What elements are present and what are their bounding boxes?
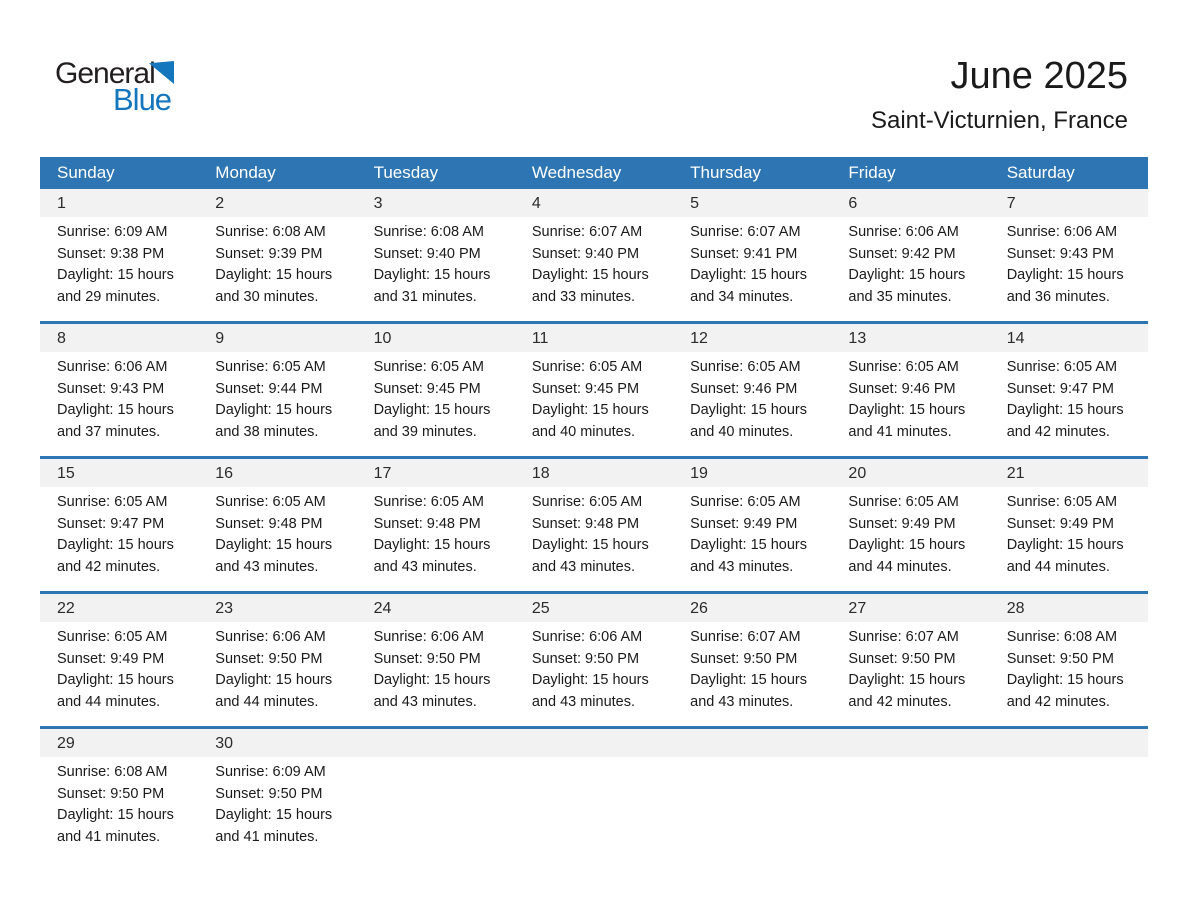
day-number: 14 [990, 324, 1148, 352]
day-detail-line: and 44 minutes. [848, 558, 952, 575]
day-number: 2 [198, 189, 356, 217]
day-detail-line: Sunset: 9:50 PM [531, 650, 640, 667]
day-details [40, 352, 198, 456]
day-number: 16 [198, 459, 356, 487]
day-number: 8 [40, 324, 198, 352]
day-detail-line: Sunrise: 6:06 AM [215, 629, 326, 645]
day-detail-line: Sunrise: 6:05 AM [373, 494, 484, 510]
day-detail-line: and 43 minutes. [531, 693, 636, 710]
day-detail-line: Sunrise: 6:06 AM [57, 359, 168, 375]
day-details [990, 757, 1148, 861]
day-details [357, 217, 515, 321]
day-detail-line: and 34 minutes. [690, 288, 794, 305]
day-details [357, 757, 515, 861]
day-cell-25 [515, 594, 673, 726]
day-detail-line: and 36 minutes. [1006, 288, 1110, 305]
day-detail-line: Sunset: 9:47 PM [1006, 380, 1114, 397]
day-detail-line: Sunset: 9:45 PM [373, 380, 481, 397]
day-detail-line: and 41 minutes. [848, 423, 952, 440]
day-detail-line: and 33 minutes. [531, 288, 636, 305]
day-cell-11 [515, 324, 673, 456]
day-detail-line: and 29 minutes. [57, 288, 161, 305]
day-details [673, 217, 831, 321]
day-cell-29 [40, 729, 198, 861]
day-number [990, 729, 1148, 757]
day-cell-12 [673, 324, 831, 456]
day-details [831, 622, 989, 726]
day-detail-line: Sunset: 9:50 PM [1006, 650, 1114, 667]
day-details [673, 352, 831, 456]
day-detail-line: and 43 minutes. [690, 558, 794, 575]
day-details [831, 757, 989, 861]
day-detail-line: and 43 minutes. [690, 693, 794, 710]
day-details [198, 487, 356, 591]
weekday-header-monday: Monday [215, 163, 276, 182]
day-details [198, 622, 356, 726]
day-details [40, 622, 198, 726]
day-number: 13 [831, 324, 989, 352]
day-detail-line: Sunrise: 6:05 AM [531, 359, 643, 375]
day-detail-line: Sunset: 9:43 PM [57, 380, 165, 397]
day-number: 18 [515, 459, 673, 487]
day-detail-line: Daylight: 15 hours [215, 402, 333, 418]
weekday-header-sunday: Sunday [57, 163, 115, 182]
day-cell-19 [673, 459, 831, 591]
day-cell-26 [673, 594, 831, 726]
day-detail-line: Sunset: 9:42 PM [848, 245, 956, 262]
day-details [198, 217, 356, 321]
day-number: 24 [357, 594, 515, 622]
day-detail-line: and 44 minutes. [1006, 558, 1110, 575]
day-cell-1 [40, 189, 198, 321]
day-cell-13 [831, 324, 989, 456]
day-detail-line: and 42 minutes. [1006, 693, 1110, 710]
day-number [831, 729, 989, 757]
day-detail-line: Daylight: 15 hours [690, 537, 808, 553]
day-number: 22 [40, 594, 198, 622]
day-detail-line: Sunrise: 6:08 AM [1006, 629, 1118, 645]
day-detail-line: Sunset: 9:49 PM [1006, 515, 1114, 532]
day-detail-line: Sunset: 9:46 PM [690, 380, 798, 397]
day-detail-line: Sunrise: 6:05 AM [1006, 494, 1118, 510]
day-detail-line: Sunset: 9:39 PM [215, 245, 323, 262]
day-cell-4 [515, 189, 673, 321]
day-detail-line: and 43 minutes. [215, 558, 319, 575]
location-subtitle: Saint-Victurnien, France [870, 106, 1128, 134]
day-detail-line: and 40 minutes. [531, 423, 636, 440]
day-detail-line: Daylight: 15 hours [531, 402, 649, 418]
day-detail-line: Sunset: 9:50 PM [215, 650, 323, 667]
day-detail-line: and 42 minutes. [1006, 423, 1110, 440]
day-cell-27 [831, 594, 989, 726]
day-detail-line: Sunset: 9:50 PM [373, 650, 481, 667]
weekday-header-saturday: Saturday [1006, 163, 1075, 182]
day-number: 23 [198, 594, 356, 622]
empty-day-cell [515, 729, 673, 861]
day-detail-line: Daylight: 15 hours [1006, 267, 1124, 283]
day-detail-line: Sunset: 9:43 PM [1006, 245, 1114, 262]
day-detail-line: Sunset: 9:38 PM [57, 245, 165, 262]
day-number: 15 [40, 459, 198, 487]
day-detail-line: and 42 minutes. [57, 558, 161, 575]
day-detail-line: Sunrise: 6:05 AM [690, 494, 801, 510]
day-detail-line: Daylight: 15 hours [373, 672, 491, 688]
day-number: 4 [515, 189, 673, 217]
day-cell-15 [40, 459, 198, 591]
logo-general-text: General [55, 57, 155, 90]
day-detail-line: Sunrise: 6:05 AM [57, 494, 168, 510]
day-details [673, 757, 831, 861]
day-detail-line: and 31 minutes. [373, 288, 477, 305]
day-detail-line: and 43 minutes. [373, 693, 477, 710]
day-detail-line: Sunset: 9:50 PM [848, 650, 956, 667]
day-detail-line: Sunrise: 6:05 AM [373, 359, 484, 375]
day-detail-line: and 42 minutes. [848, 693, 952, 710]
day-number: 6 [831, 189, 989, 217]
day-detail-line: Sunrise: 6:09 AM [215, 764, 326, 780]
day-detail-line: Daylight: 15 hours [57, 807, 174, 823]
day-details [515, 757, 673, 861]
day-detail-line: Sunrise: 6:05 AM [1006, 359, 1118, 375]
day-detail-line: Daylight: 15 hours [215, 672, 333, 688]
day-details [515, 217, 673, 321]
weekday-header-friday: Friday [848, 163, 896, 182]
day-detail-line: Sunrise: 6:06 AM [373, 629, 484, 645]
day-detail-line: Sunset: 9:49 PM [848, 515, 956, 532]
day-detail-line: Sunset: 9:49 PM [690, 515, 798, 532]
week-row-1 [40, 189, 1148, 321]
day-details [990, 487, 1148, 591]
day-detail-line: Daylight: 15 hours [1006, 402, 1124, 418]
day-details [831, 487, 989, 591]
title-block [871, 55, 1128, 135]
day-details [990, 217, 1148, 321]
logo-blue-text: Blue [113, 82, 172, 117]
day-detail-line: Sunrise: 6:07 AM [690, 629, 801, 645]
day-cell-2 [198, 189, 356, 321]
day-details [990, 622, 1148, 726]
day-details [40, 757, 198, 861]
day-detail-line: Sunrise: 6:07 AM [848, 629, 959, 645]
day-number: 3 [357, 189, 515, 217]
day-number: 5 [673, 189, 831, 217]
day-detail-line: Sunrise: 6:08 AM [215, 224, 326, 240]
day-detail-line: Sunrise: 6:07 AM [531, 224, 643, 240]
day-detail-line: Daylight: 15 hours [373, 537, 491, 553]
day-detail-line: Daylight: 15 hours [848, 267, 966, 283]
day-detail-line: Sunrise: 6:05 AM [215, 494, 326, 510]
day-detail-line: Sunset: 9:45 PM [531, 380, 640, 397]
day-detail-line: Sunset: 9:46 PM [848, 380, 956, 397]
day-detail-line: Sunrise: 6:06 AM [1006, 224, 1118, 240]
day-detail-line: Daylight: 15 hours [848, 537, 966, 553]
day-detail-line: and 44 minutes. [57, 693, 161, 710]
day-detail-line: and 41 minutes. [215, 828, 319, 845]
day-cell-14 [990, 324, 1148, 456]
day-details [831, 217, 989, 321]
calendar-table [40, 157, 1148, 861]
day-detail-line: Sunset: 9:48 PM [531, 515, 640, 532]
day-cell-3 [357, 189, 515, 321]
day-cell-9 [198, 324, 356, 456]
day-detail-line: Daylight: 15 hours [531, 537, 649, 553]
day-detail-line: Daylight: 15 hours [1006, 672, 1124, 688]
empty-day-cell [990, 729, 1148, 861]
day-detail-line: and 44 minutes. [215, 693, 319, 710]
day-detail-line: Daylight: 15 hours [690, 672, 808, 688]
day-number: 12 [673, 324, 831, 352]
day-details [357, 352, 515, 456]
empty-day-cell [673, 729, 831, 861]
weekday-header-wednesday: Wednesday [531, 163, 622, 182]
day-number: 20 [831, 459, 989, 487]
day-number: 30 [198, 729, 356, 757]
day-details [357, 622, 515, 726]
day-details [673, 622, 831, 726]
day-details [198, 352, 356, 456]
day-detail-line: Sunset: 9:50 PM [57, 785, 165, 802]
day-detail-line: Daylight: 15 hours [215, 267, 333, 283]
week-row-2 [40, 321, 1148, 456]
day-cell-16 [198, 459, 356, 591]
day-detail-line: Daylight: 15 hours [215, 537, 333, 553]
weeks-container [40, 189, 1148, 861]
day-number: 17 [357, 459, 515, 487]
day-cell-18 [515, 459, 673, 591]
day-detail-line: Sunrise: 6:05 AM [848, 494, 959, 510]
day-number: 10 [357, 324, 515, 352]
day-detail-line: Daylight: 15 hours [690, 267, 808, 283]
day-detail-line: Daylight: 15 hours [1006, 537, 1124, 553]
week-row-4 [40, 591, 1148, 726]
empty-day-cell [831, 729, 989, 861]
day-number: 26 [673, 594, 831, 622]
day-detail-line: Daylight: 15 hours [57, 402, 174, 418]
day-detail-line: Sunset: 9:40 PM [373, 245, 481, 262]
day-cell-28 [990, 594, 1148, 726]
day-details [40, 217, 198, 321]
day-detail-line: and 40 minutes. [690, 423, 794, 440]
general-blue-logo [55, 57, 255, 117]
day-cell-30 [198, 729, 356, 861]
day-cell-23 [198, 594, 356, 726]
day-detail-line: Sunrise: 6:08 AM [373, 224, 484, 240]
day-details [990, 352, 1148, 456]
day-number: 1 [40, 189, 198, 217]
day-detail-line: Sunrise: 6:09 AM [57, 224, 168, 240]
week-row-5 [40, 726, 1148, 861]
day-cell-20 [831, 459, 989, 591]
day-number: 27 [831, 594, 989, 622]
day-detail-line: Daylight: 15 hours [531, 267, 649, 283]
day-detail-line: Sunrise: 6:05 AM [215, 359, 326, 375]
day-number: 21 [990, 459, 1148, 487]
day-detail-line: and 38 minutes. [215, 423, 319, 440]
day-detail-line: Sunrise: 6:07 AM [690, 224, 801, 240]
day-details [357, 487, 515, 591]
day-number: 7 [990, 189, 1148, 217]
day-detail-line: Daylight: 15 hours [57, 672, 174, 688]
day-detail-line: and 37 minutes. [57, 423, 161, 440]
day-detail-line: Sunrise: 6:05 AM [690, 359, 801, 375]
day-number: 28 [990, 594, 1148, 622]
day-cell-8 [40, 324, 198, 456]
day-detail-line: Daylight: 15 hours [848, 402, 966, 418]
day-detail-line: Daylight: 15 hours [57, 537, 174, 553]
day-detail-line: Sunset: 9:40 PM [531, 245, 640, 262]
day-detail-line: Sunrise: 6:05 AM [848, 359, 959, 375]
day-number: 29 [40, 729, 198, 757]
day-detail-line: Sunrise: 6:06 AM [531, 629, 643, 645]
day-cell-7 [990, 189, 1148, 321]
day-detail-line: and 30 minutes. [215, 288, 319, 305]
day-details [515, 352, 673, 456]
day-cell-17 [357, 459, 515, 591]
day-cell-24 [357, 594, 515, 726]
day-number: 11 [515, 324, 673, 352]
weekday-header-row [40, 157, 1148, 189]
day-detail-line: Sunrise: 6:06 AM [848, 224, 959, 240]
day-details [198, 757, 356, 861]
day-detail-line: Sunset: 9:50 PM [690, 650, 798, 667]
day-details [515, 622, 673, 726]
day-detail-line: Daylight: 15 hours [373, 402, 491, 418]
day-details [673, 487, 831, 591]
day-detail-line: Sunset: 9:50 PM [215, 785, 323, 802]
day-cell-21 [990, 459, 1148, 591]
day-cell-22 [40, 594, 198, 726]
day-number [515, 729, 673, 757]
day-detail-line: Daylight: 15 hours [848, 672, 966, 688]
day-number: 25 [515, 594, 673, 622]
day-detail-line: and 35 minutes. [848, 288, 952, 305]
day-detail-line: Sunrise: 6:05 AM [57, 629, 168, 645]
day-detail-line: Sunset: 9:44 PM [215, 380, 323, 397]
empty-day-cell [357, 729, 515, 861]
day-details [831, 352, 989, 456]
day-cell-10 [357, 324, 515, 456]
month-title: June 2025 [950, 55, 1128, 97]
day-detail-line: and 43 minutes. [531, 558, 636, 575]
day-detail-line: Sunrise: 6:08 AM [57, 764, 168, 780]
day-detail-line: and 41 minutes. [57, 828, 161, 845]
weekday-header-thursday: Thursday [690, 163, 762, 182]
day-detail-line: Daylight: 15 hours [373, 267, 491, 283]
day-details [40, 487, 198, 591]
day-detail-line: and 39 minutes. [373, 423, 477, 440]
day-detail-line: Sunset: 9:47 PM [57, 515, 165, 532]
day-detail-line: Daylight: 15 hours [531, 672, 649, 688]
day-detail-line: Sunset: 9:48 PM [373, 515, 481, 532]
day-detail-line: Sunset: 9:41 PM [690, 245, 798, 262]
day-number [673, 729, 831, 757]
day-number: 19 [673, 459, 831, 487]
day-detail-line: Daylight: 15 hours [215, 807, 333, 823]
day-detail-line: Sunset: 9:49 PM [57, 650, 165, 667]
week-row-3 [40, 456, 1148, 591]
day-detail-line: Sunset: 9:48 PM [215, 515, 323, 532]
weekday-header-tuesday: Tuesday [373, 163, 439, 182]
day-detail-line: Daylight: 15 hours [57, 267, 174, 283]
day-detail-line: Daylight: 15 hours [690, 402, 808, 418]
day-cell-5 [673, 189, 831, 321]
day-details [515, 487, 673, 591]
day-number: 9 [198, 324, 356, 352]
day-cell-6 [831, 189, 989, 321]
day-detail-line: and 43 minutes. [373, 558, 477, 575]
day-number [357, 729, 515, 757]
day-detail-line: Sunrise: 6:05 AM [531, 494, 643, 510]
